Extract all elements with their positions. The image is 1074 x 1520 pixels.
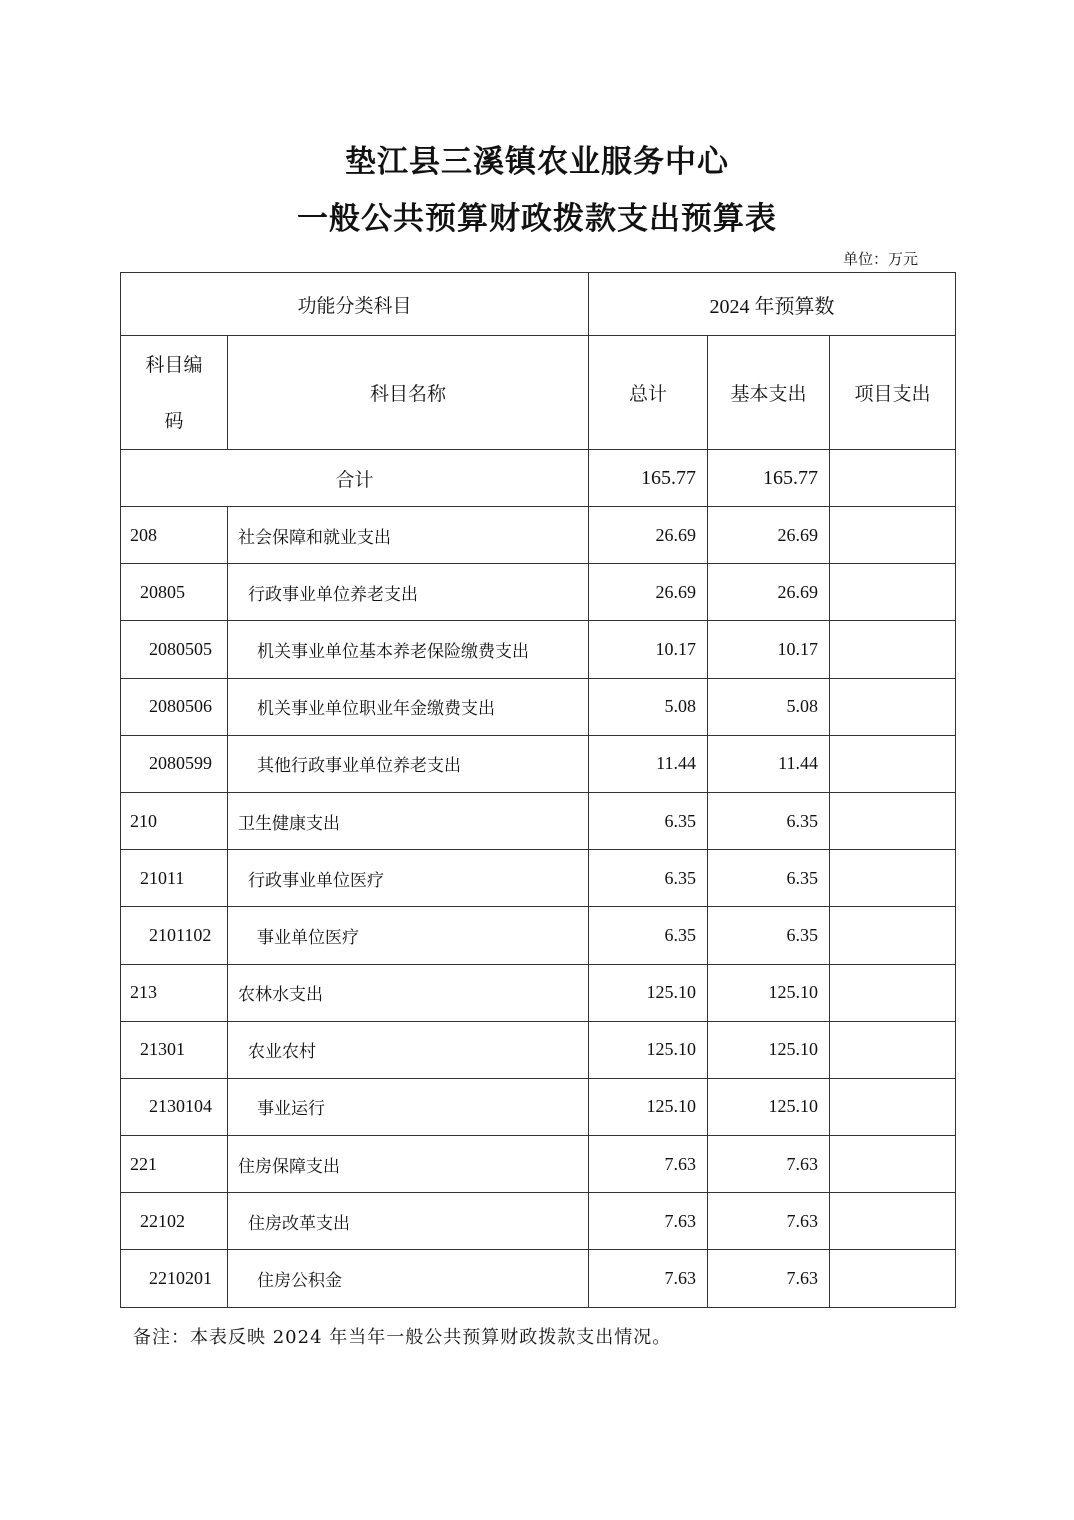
row-name: 社会保障和就业支出: [228, 507, 589, 564]
row-code: 2080506: [121, 678, 228, 735]
row-project: [830, 1250, 956, 1307]
table-row: [121, 964, 956, 1021]
basic-header: 基本支出: [708, 336, 830, 450]
row-project: [830, 792, 956, 849]
row-code: 21011: [121, 850, 228, 907]
document-title-line2: 一般公共预算财政拨款支出预算表: [297, 201, 777, 237]
row-code: 2101102: [121, 907, 228, 964]
row-code: 21301: [121, 1021, 228, 1078]
table-row: [121, 792, 956, 849]
row-code: 20805: [121, 564, 228, 621]
row-project: [830, 678, 956, 735]
row-basic: 125.10: [708, 964, 830, 1021]
row-name: 农林水支出: [228, 964, 589, 1021]
table-row: [121, 850, 956, 907]
row-basic: 125.10: [708, 1078, 830, 1135]
total-label: 合计: [121, 450, 589, 507]
row-project: [830, 850, 956, 907]
row-name: 事业运行: [228, 1078, 589, 1135]
functional-class-header: 功能分类科目: [121, 273, 589, 336]
row-total: 26.69: [589, 507, 708, 564]
total-header: 总计: [589, 336, 708, 450]
row-total: 5.08: [589, 678, 708, 735]
row-code: 210: [121, 792, 228, 849]
row-name: 行政事业单位养老支出: [228, 564, 589, 621]
row-total: 6.35: [589, 850, 708, 907]
row-code: 22102: [121, 1193, 228, 1250]
budget-year-header: 2024 年预算数: [589, 273, 956, 336]
row-project: [830, 1136, 956, 1193]
row-name: 其他行政事业单位养老支出: [228, 735, 589, 792]
row-total: 6.35: [589, 907, 708, 964]
row-total: 26.69: [589, 564, 708, 621]
row-project: [830, 907, 956, 964]
row-basic: 6.35: [708, 792, 830, 849]
project-header: 项目支出: [830, 336, 956, 450]
code-header-line1: 科目编: [145, 353, 203, 376]
row-total: 6.35: [589, 792, 708, 849]
row-basic: 6.35: [708, 907, 830, 964]
row-name: 机关事业单位职业年金缴费支出: [228, 678, 589, 735]
row-total: 7.63: [589, 1193, 708, 1250]
row-project: [830, 507, 956, 564]
row-code: 221: [121, 1136, 228, 1193]
table-row: [121, 735, 956, 792]
total-row: [121, 450, 956, 507]
row-name: 住房保障支出: [228, 1136, 589, 1193]
row-basic: 7.63: [708, 1250, 830, 1307]
total-sum-value: 165.77: [589, 450, 708, 507]
row-total: 125.10: [589, 1078, 708, 1135]
row-basic: 5.08: [708, 678, 830, 735]
row-basic: 6.35: [708, 850, 830, 907]
row-basic: 125.10: [708, 1021, 830, 1078]
row-name: 住房公积金: [228, 1250, 589, 1307]
unit-label: 单位：万元: [842, 250, 918, 268]
row-total: 11.44: [589, 735, 708, 792]
row-project: [830, 735, 956, 792]
row-total: 7.63: [589, 1250, 708, 1307]
row-project: [830, 1078, 956, 1135]
row-total: 10.17: [589, 621, 708, 678]
total-basic-value: 165.77: [708, 450, 830, 507]
row-code: 2080505: [121, 621, 228, 678]
row-basic: 26.69: [708, 507, 830, 564]
table-row: [121, 564, 956, 621]
row-code: 213: [121, 964, 228, 1021]
row-project: [830, 1021, 956, 1078]
table-row: [121, 507, 956, 564]
row-code: 208: [121, 507, 228, 564]
row-basic: 7.63: [708, 1136, 830, 1193]
row-project: [830, 964, 956, 1021]
row-code: 2080599: [121, 735, 228, 792]
total-project-value: [830, 450, 956, 507]
code-header: [121, 336, 228, 450]
document-title-line1: 垫江县三溪镇农业服务中心: [345, 144, 729, 180]
row-basic: 26.69: [708, 564, 830, 621]
row-basic: 10.17: [708, 621, 830, 678]
row-name: 事业单位医疗: [228, 907, 589, 964]
table-row: [121, 621, 956, 678]
row-project: [830, 564, 956, 621]
row-name: 行政事业单位医疗: [228, 850, 589, 907]
budget-table: [120, 272, 956, 1308]
row-code: 2210201: [121, 1250, 228, 1307]
row-name: 农业农村: [228, 1021, 589, 1078]
row-name: 卫生健康支出: [228, 792, 589, 849]
row-code: 2130104: [121, 1078, 228, 1135]
row-total: 125.10: [589, 1021, 708, 1078]
table-row: [121, 1250, 956, 1307]
table-row: [121, 1078, 956, 1135]
code-header-line2: 码: [164, 409, 184, 432]
row-total: 125.10: [589, 964, 708, 1021]
row-total: 7.63: [589, 1136, 708, 1193]
table-row: [121, 907, 956, 964]
table-row: [121, 1136, 956, 1193]
name-header: 科目名称: [228, 336, 589, 450]
header-row-1: [121, 273, 956, 336]
row-basic: 7.63: [708, 1193, 830, 1250]
row-project: [830, 621, 956, 678]
table-row: [121, 678, 956, 735]
row-name: 机关事业单位基本养老保险缴费支出: [228, 621, 589, 678]
row-project: [830, 1193, 956, 1250]
header-row-2: [121, 336, 956, 450]
table-row: [121, 1021, 956, 1078]
row-basic: 11.44: [708, 735, 830, 792]
row-name: 住房改革支出: [228, 1193, 589, 1250]
footnote: 备注：本表反映 2024 年当年一般公共预算财政拨款支出情况。: [133, 1327, 672, 1348]
table-row: [121, 1193, 956, 1250]
